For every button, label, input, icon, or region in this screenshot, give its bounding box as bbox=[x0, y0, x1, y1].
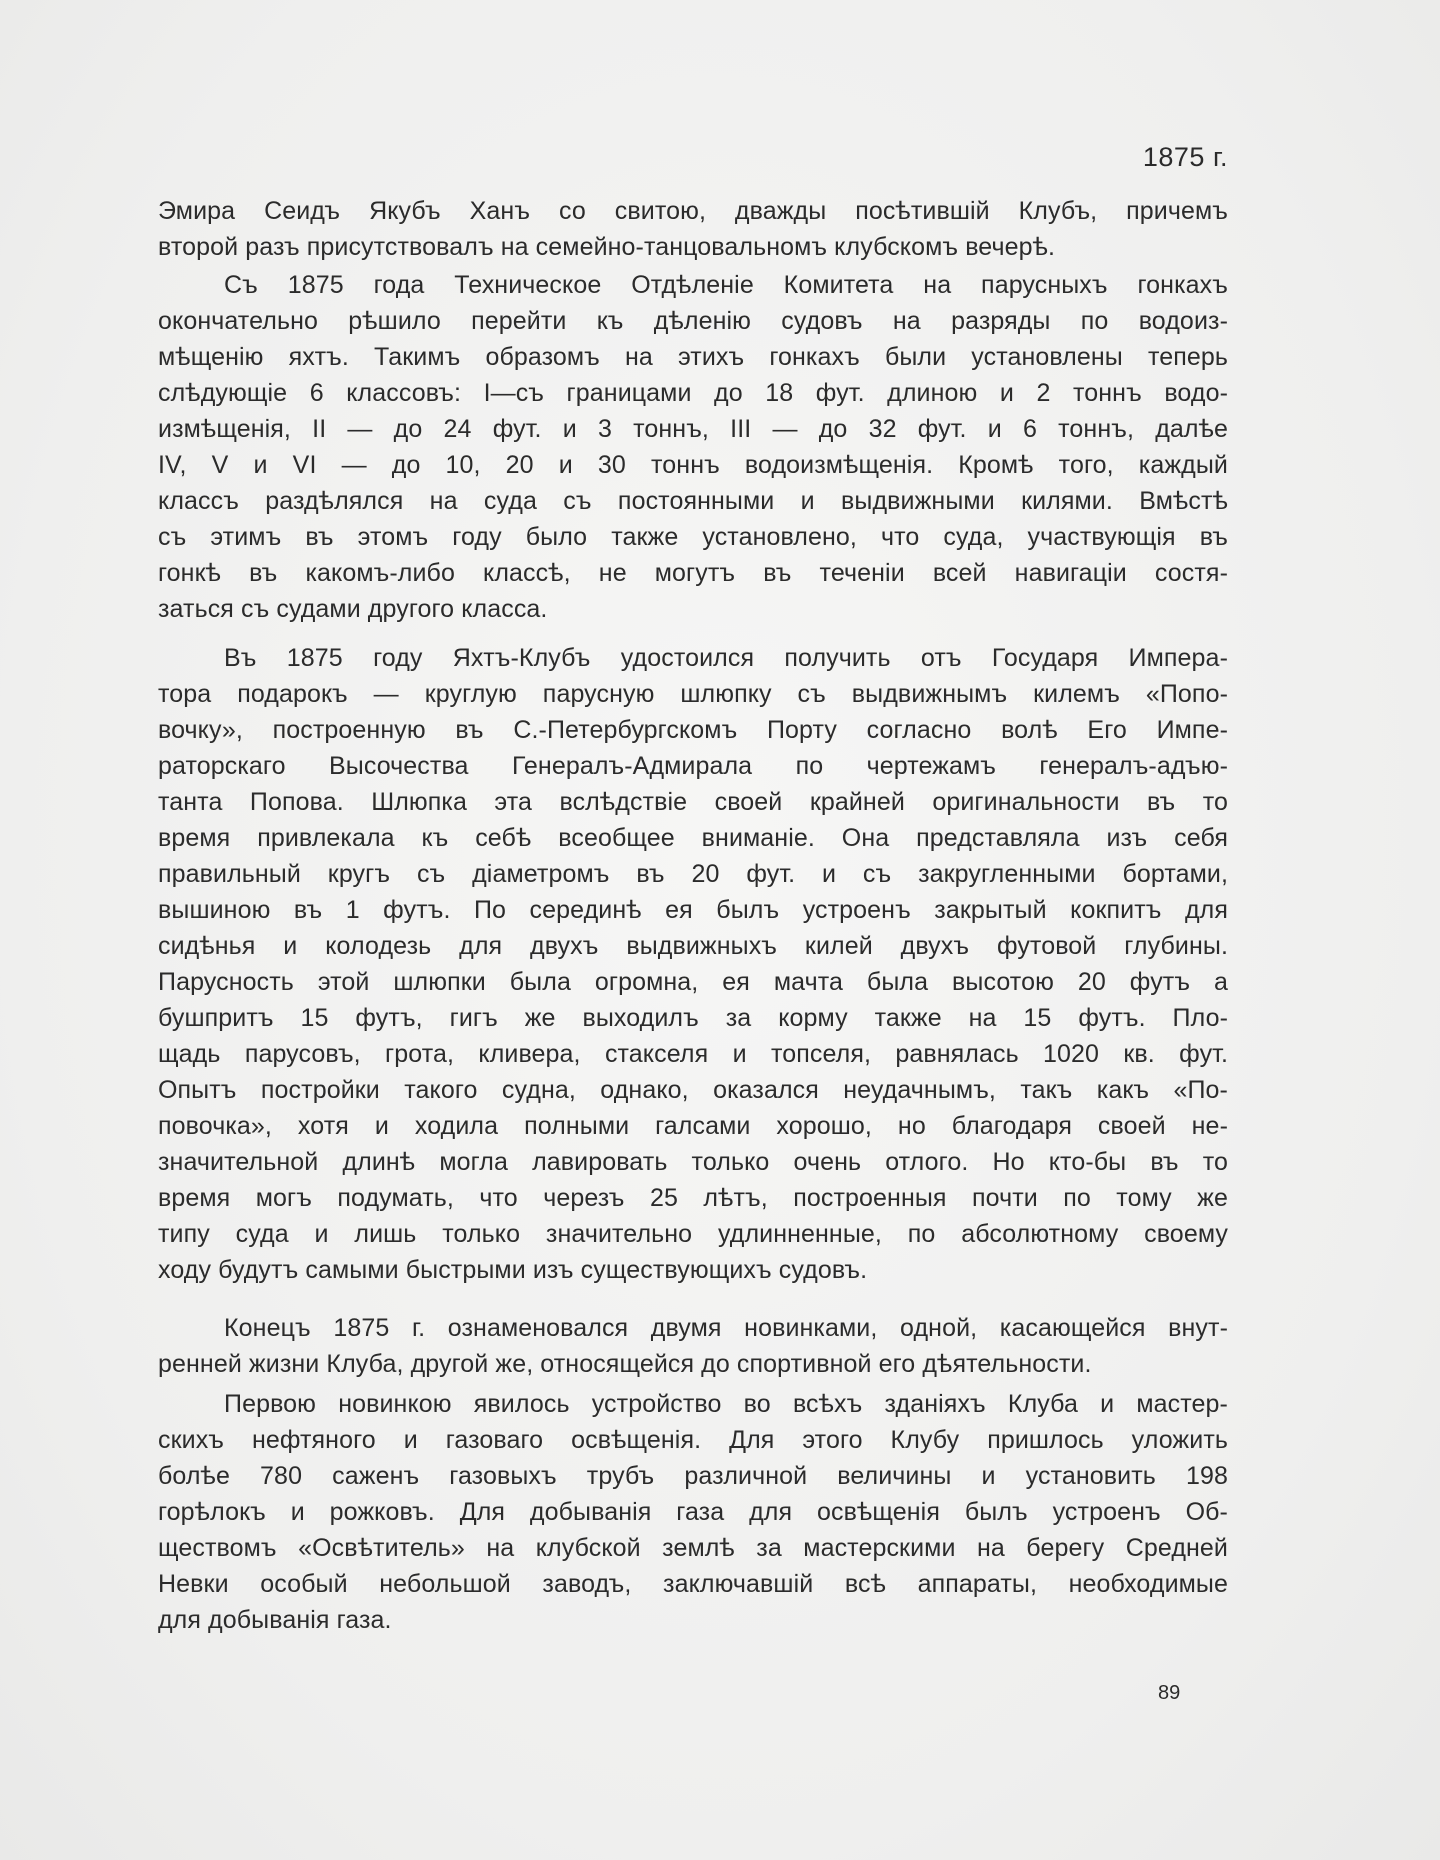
page-number: 89 bbox=[1158, 1682, 1181, 1704]
text-line: танта Попова. Шлюпка эта вслѣдствіе своей крайней оригинальности въ то bbox=[158, 788, 1228, 816]
paragraph-1 bbox=[158, 193, 1228, 265]
text-line: Съ 1875 года Техническое Отдѣленіе Комитета на парусныхъ гонкахъ bbox=[224, 271, 1228, 299]
text-line: мѣщенію яхтъ. Такимъ образомъ на этихъ гонкахъ были установлены теперь bbox=[158, 343, 1228, 371]
text-line: скихъ нефтяного и газоваго освѣщенія. Для этого Клубу пришлось уложить bbox=[158, 1426, 1228, 1454]
text-line: для добыванія газа. bbox=[158, 1606, 392, 1634]
text-line: горѣлокъ и рожковъ. Для добыванія газа для освѣщенія былъ устроенъ Об- bbox=[158, 1498, 1228, 1526]
text-line: правильный кругъ съ діаметромъ въ 20 фут. и съ закругленными бортами, bbox=[158, 860, 1228, 888]
paragraph-2 bbox=[158, 267, 1228, 627]
text-line: гонкѣ въ какомъ-либо классѣ, не могутъ въ теченіи всей навигаціи состя- bbox=[158, 559, 1228, 587]
text-line: ходу будутъ самыми быстрыми изъ существующихъ судовъ. bbox=[158, 1256, 868, 1284]
text-line: Парусность этой шлюпки была огромна, ея мачта была высотою 20 футъ а bbox=[158, 968, 1228, 996]
text-line: болѣе 780 саженъ газовыхъ трубъ различной величины и установить 198 bbox=[158, 1462, 1228, 1490]
text-line: бушпритъ 15 футъ, гигъ же выходилъ за корму также на 15 футъ. Пло- bbox=[158, 1004, 1228, 1032]
text-line: ществомъ «Освѣтитель» на клубской землѣ за мастерскими на берегу Средней bbox=[158, 1534, 1228, 1562]
text-line: IV, V и VI — до 10, 20 и 30 тоннъ водоизмѣщенія. Кромѣ того, каждый bbox=[158, 451, 1228, 479]
text-line: классъ раздѣлялся на суда съ постоянными и выдвижными килями. Вмѣстѣ bbox=[158, 487, 1228, 515]
text-line: окончательно рѣшило перейти къ дѣленію судовъ на разряды по водоиз- bbox=[158, 307, 1228, 335]
text-line: Невки особый небольшой заводъ, заключавшій всѣ аппараты, необходимые bbox=[158, 1570, 1228, 1598]
text-line: раторскаго Высочества Генералъ-Адмирала по чертежамъ генералъ-адъю- bbox=[158, 752, 1228, 780]
text-line: повочка», хотя и ходила полными галсами хорошо, но благодаря своей не- bbox=[158, 1112, 1228, 1140]
text-line: Въ 1875 году Яхтъ-Клубъ удостоился получить отъ Государя Импера- bbox=[224, 644, 1228, 672]
text-line: заться съ судами другого класса. bbox=[158, 595, 548, 623]
text-line: Опытъ постройки такого судна, однако, оказался неудачнымъ, такъ какъ «По- bbox=[158, 1076, 1228, 1104]
text-line: Конецъ 1875 г. ознаменовался двумя новинками, одной, касающейся внут- bbox=[224, 1314, 1228, 1342]
text-line: съ этимъ въ этомъ году было также установлено, что суда, участвующія въ bbox=[158, 523, 1228, 551]
text-line: вышиною въ 1 футъ. По серединѣ ея былъ устроенъ закрытый кокпитъ для bbox=[158, 896, 1228, 924]
text-line: значительной длинѣ могла лавировать только очень отлого. Но кто-бы въ то bbox=[158, 1148, 1228, 1176]
text-line: ренней жизни Клуба, другой же, относящейся до спортивной его дѣятельности. bbox=[158, 1350, 1092, 1378]
text-line: щадь парусовъ, грота, кливера, стакселя и топселя, равнялась 1020 кв. фут. bbox=[158, 1040, 1228, 1068]
paragraph-3 bbox=[158, 640, 1228, 1288]
text-line: слѣдующіе 6 классовъ: I—съ границами до 18 фут. длиною и 2 тоннъ водо- bbox=[158, 379, 1228, 407]
text-line: вочку», построенную въ С.-Петербургскомъ Порту согласно волѣ Его Импе- bbox=[158, 716, 1228, 744]
text-line: типу суда и лишь только значительно удлинненные, по абсолютному своему bbox=[158, 1220, 1228, 1248]
running-head: 1875 г. bbox=[1142, 142, 1228, 172]
paragraph-5 bbox=[158, 1386, 1228, 1638]
text-line: измѣщенія, II — до 24 фут. и 3 тоннъ, III — до 32 фут. и 6 тоннъ, далѣе bbox=[158, 415, 1228, 443]
text-line: время привлекала къ себѣ всеобщее вниманіе. Она представляла изъ себя bbox=[158, 824, 1228, 852]
text-line: Первою новинкою явилось устройство во всѣхъ зданіяхъ Клуба и мастер- bbox=[224, 1390, 1228, 1418]
paragraph-4 bbox=[158, 1310, 1228, 1382]
text-line: тора подарокъ — круглую парусную шлюпку съ выдвижнымъ килемъ «Попо- bbox=[158, 680, 1228, 708]
text-line: сидѣнья и колодезь для двухъ выдвижныхъ килей двухъ футовой глубины. bbox=[158, 932, 1228, 960]
text-line: второй разъ присутствовалъ на семейно-танцовальномъ клубскомъ вечерѣ. bbox=[158, 233, 1056, 261]
text-line: Эмира Сеидъ Якубъ Ханъ со свитою, дважды посѣтившій Клубъ, причемъ bbox=[158, 197, 1228, 225]
text-line: время могъ подумать, что черезъ 25 лѣтъ, построенныя почти по тому же bbox=[158, 1184, 1228, 1212]
